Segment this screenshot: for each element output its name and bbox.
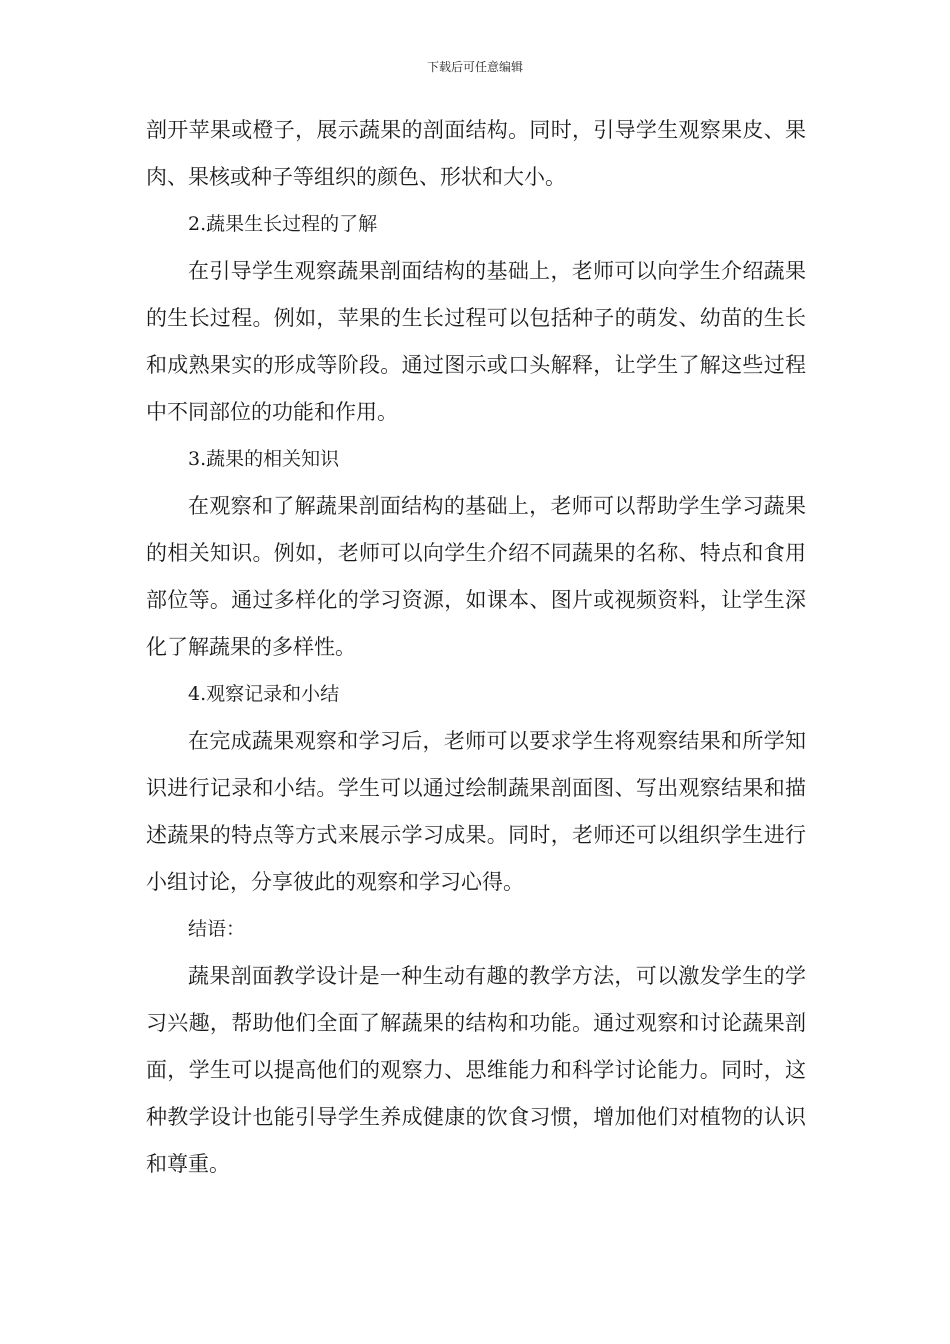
section-heading-record: 4.观察记录和小结 (188, 683, 340, 705)
document-body (146, 107, 806, 1188)
section-heading-growth: 2.蔬果生长过程的了解 (188, 213, 378, 235)
paragraph-growth: 在引导学生观察蔬果剖面结构的基础上，老师可以向学生介绍蔬果的生长过程。例如，苹果的生长过程可以包括种子的萌发、幼苗的生长和成熟果实的形成等阶段。通过图示或口头解释，让学生了解这些过程中不同部位的功能和作用。 (146, 259, 806, 424)
section-heading-knowledge: 3.蔬果的相关知识 (188, 448, 340, 470)
paragraph-record: 在完成蔬果观察和学习后，老师可以要求学生将观察结果和所学知识进行记录和小结。学生可以通过绘制蔬果剖面图、写出观察结果和描述蔬果的特点等方式来展示学习成果。同时，老师还可以组织学生进行小组讨论，分享彼此的观察和学习心得。 (146, 729, 806, 894)
paragraph-continuation: 剖开苹果或橙子，展示蔬果的剖面结构。同时，引导学生观察果皮、果肉、果核或种子等组织的颜色、形状和大小。 (146, 118, 806, 189)
page-header: 下载后可任意编辑 (426, 60, 523, 74)
paragraph-knowledge: 在观察和了解蔬果剖面结构的基础上，老师可以帮助学生学习蔬果的相关知识。例如，老师可以向学生介绍不同蔬果的名称、特点和食用部位等。通过多样化的学习资源，如课本、图片或视频资料，让学生深化了解蔬果的多样性。 (146, 494, 806, 659)
section-heading-conclusion: 结语： (188, 918, 246, 940)
paragraph-conclusion: 蔬果剖面教学设计是一种生动有趣的教学方法，可以激发学生的学习兴趣，帮助他们全面了解蔬果的结构和功能。通过观察和讨论蔬果剖面，学生可以提高他们的观察力、思维能力和科学讨论能力。同时，这种教学设计也能引导学生养成健康的饮食习惯，增加他们对植物的认识和尊重。 (146, 964, 806, 1176)
